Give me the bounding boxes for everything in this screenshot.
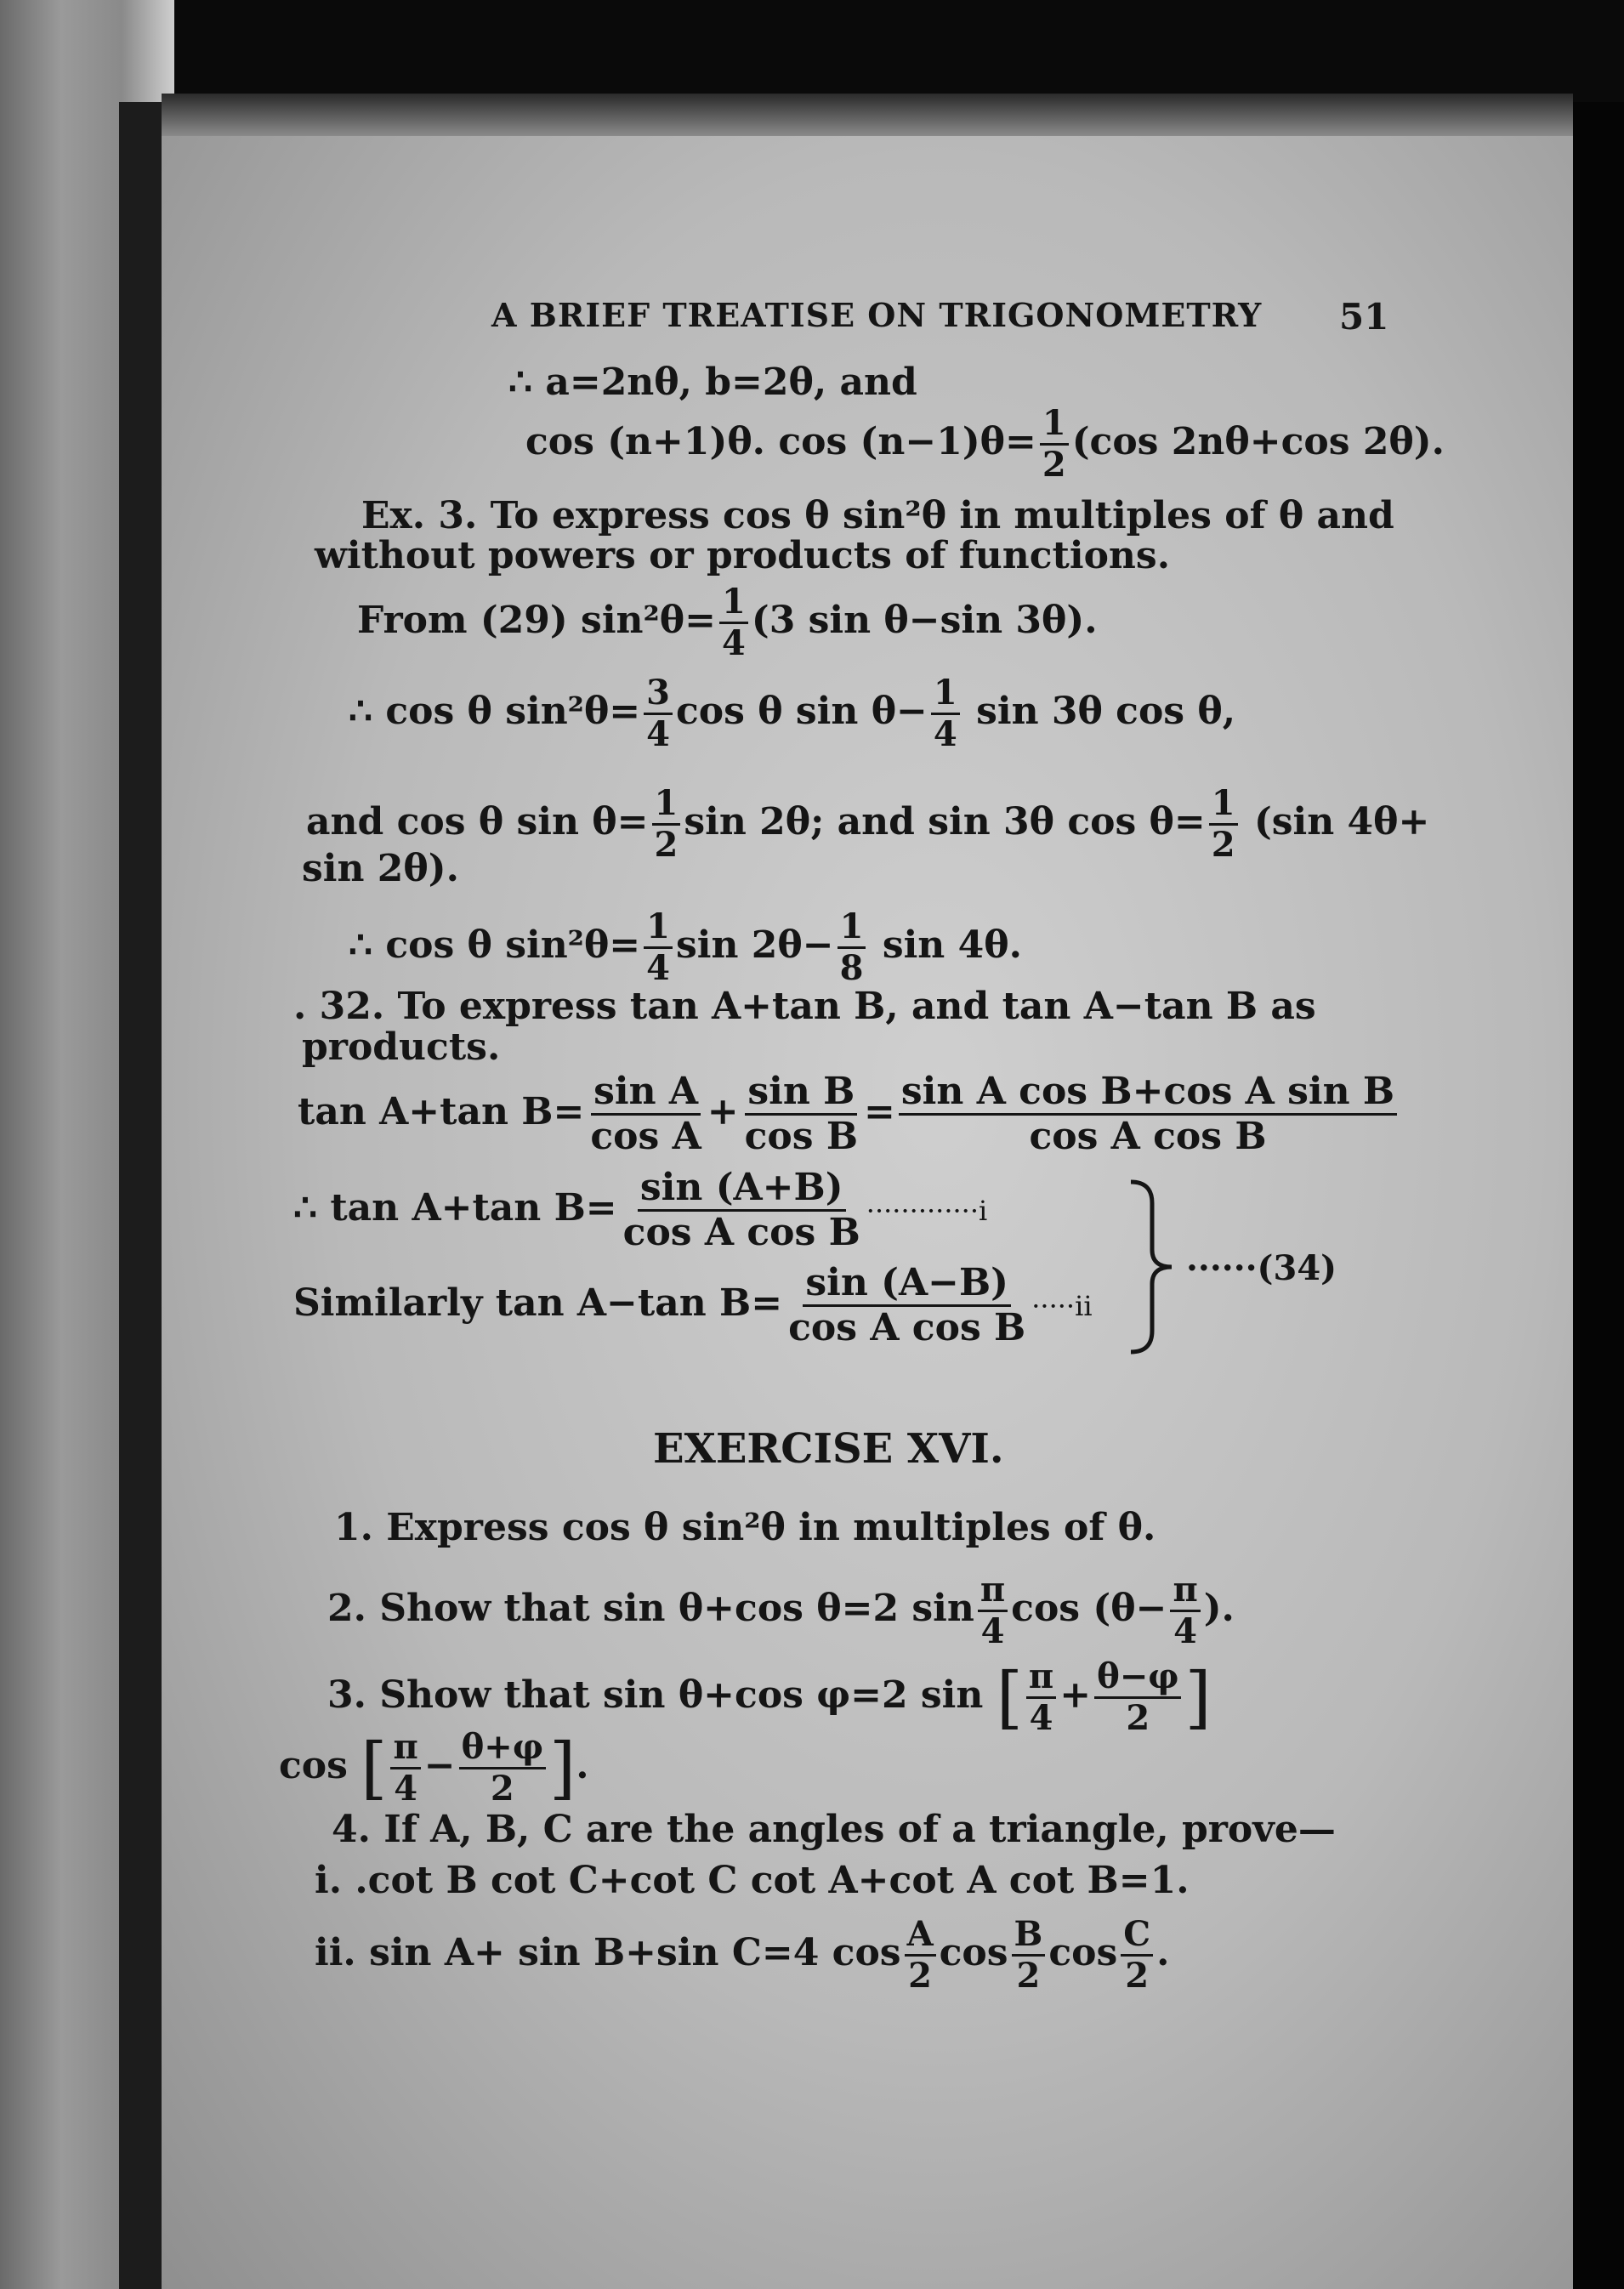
numerator: 1 (838, 910, 866, 949)
expr-right: (cos 2nθ+cos 2θ). (1071, 420, 1445, 463)
fraction-pi-4 (978, 1570, 1008, 1651)
fraction-quarter (719, 582, 748, 663)
exercise-question-3-line-1 (327, 1656, 1212, 1738)
cos-label: cos (1048, 1931, 1118, 1974)
numerator: π (390, 1730, 420, 1769)
denominator: 2 (1016, 1956, 1041, 1996)
expr-right: (3 sin θ−sin 3θ). (751, 599, 1098, 642)
fraction-eighth (838, 906, 866, 988)
fraction-half (1040, 403, 1069, 485)
expr-left: From (29) sin²θ= (357, 599, 717, 642)
plus-sign: + (1059, 1673, 1092, 1717)
line-tan-difference-result (293, 1261, 1093, 1349)
line-therefore-a-b: ∴ a=2nθ, b=2θ, and (508, 361, 917, 404)
expr-left: ∴ tan A+tan B= (293, 1186, 617, 1230)
expr-left: tan A+tan B= (298, 1090, 585, 1133)
fraction-theta-plus-phi (459, 1727, 546, 1809)
expr-middle: sin 2θ; and sin 3θ cos θ= (684, 800, 1206, 843)
right-brace (1122, 1178, 1182, 1356)
fraction-sinB-cosB (742, 1070, 860, 1158)
numerator: B (1012, 1917, 1046, 1957)
example-3-line-2: without powers or products of functions. (315, 534, 1171, 577)
plus-sign: + (707, 1090, 739, 1133)
equals-sign: = (864, 1090, 895, 1133)
bracket-close: ] (549, 1728, 576, 1808)
fraction-three-quarters (644, 673, 673, 754)
expr-right: sin 3θ cos θ, (976, 690, 1236, 733)
denominator: cos A cos B (788, 1306, 1026, 1349)
denominator: 2 (1126, 1698, 1150, 1738)
exercise-question-1: 1. Express cos θ sin²θ in multiples of θ. (334, 1506, 1156, 1549)
denominator: 4 (646, 948, 671, 988)
numerator: sin A (591, 1073, 701, 1116)
exercise-question-4-part-ii (315, 1914, 1170, 1996)
numerator: θ+φ (459, 1730, 546, 1769)
cos-label: cos (939, 1931, 1008, 1974)
line-sin-2theta: sin 2θ). (302, 847, 459, 890)
expr-left: 3. Show that sin θ+cos φ=2 sin (327, 1673, 984, 1717)
numerator: 1 (652, 787, 681, 826)
line-cos-sin-squared-expansion (349, 673, 1236, 754)
exercise-title: EXERCISE XVI. (653, 1425, 1004, 1473)
denominator: 4 (933, 714, 957, 754)
line-result (349, 906, 1022, 988)
numerator: 3 (644, 676, 673, 715)
line-and-cos-sin (306, 783, 1430, 865)
numerator: π (1026, 1660, 1056, 1699)
equation-number-34: ······(34) (1186, 1248, 1337, 1288)
minus-sign: − (423, 1744, 456, 1787)
fraction-B-over-2 (1012, 1914, 1046, 1996)
denominator: 2 (1042, 445, 1066, 485)
numerator: 1 (1209, 787, 1238, 826)
fraction-sin-sum (621, 1166, 863, 1254)
denominator: 2 (490, 1769, 514, 1809)
cos-label: cos (279, 1744, 348, 1787)
expr-left: ∴ cos θ sin²θ= (349, 690, 641, 733)
line-tan-sum-expansion (298, 1070, 1400, 1158)
fraction-pi-4 (1026, 1656, 1056, 1738)
fraction-sin-diff (786, 1261, 1028, 1349)
fraction-pi-4 (1170, 1570, 1200, 1651)
exercise-question-2 (327, 1570, 1235, 1651)
numerator: sin B (745, 1073, 857, 1116)
exercise-question-3-line-2 (279, 1727, 589, 1809)
bracket-open: [ (361, 1728, 388, 1808)
denominator: cos B (744, 1115, 859, 1158)
numerator: sin A cos B+cos A sin B (899, 1073, 1397, 1116)
fraction-C-over-2 (1121, 1914, 1153, 1996)
denominator: 4 (1029, 1698, 1053, 1738)
expr-right: ). (1203, 1587, 1235, 1630)
denominator: 4 (980, 1611, 1005, 1651)
bracket-open: [ (996, 1657, 1023, 1737)
expr-right: (sin 4θ+ (1253, 800, 1430, 843)
expr-middle: sin 2θ− (676, 923, 834, 967)
numerator: sin (A−B) (803, 1264, 1011, 1307)
numerator: π (978, 1573, 1008, 1612)
denominator: 2 (908, 1956, 932, 1996)
expr-left: ∴ cos θ sin²θ= (349, 923, 641, 967)
period: . (576, 1744, 589, 1787)
exercise-question-4-part-i: i. .cot B cot C+cot C cot A+cot A cot B=1. (315, 1859, 1190, 1902)
numerator: 1 (719, 585, 748, 624)
section-32-line-2: products. (302, 1025, 501, 1069)
denominator: 2 (654, 825, 679, 865)
expr-left: 2. Show that sin θ+cos θ=2 sin (327, 1587, 974, 1630)
numerator: 1 (1040, 406, 1069, 446)
numerator: 1 (931, 676, 960, 715)
fraction-quarter (931, 673, 960, 754)
running-title: A BRIEF TREATISE ON TRIGONOMETRY (491, 296, 1263, 334)
denominator: 4 (646, 714, 671, 754)
fraction-half (1209, 783, 1238, 865)
label-i: ·············i (866, 1195, 988, 1227)
denominator: 4 (722, 623, 746, 663)
expr-left: Similarly tan A−tan B= (293, 1281, 783, 1325)
fraction-A-over-2 (905, 1914, 936, 1996)
denominator: 2 (1125, 1956, 1150, 1996)
expr-left: ii. sin A+ sin B+sin C=4 cos (315, 1931, 901, 1974)
fraction-combined (899, 1070, 1397, 1158)
exercise-question-4: 4. If A, B, C are the angles of a triangle, prove— (332, 1808, 1336, 1851)
bracket-close: ] (1184, 1657, 1212, 1737)
denominator: 4 (1173, 1611, 1197, 1651)
line-tan-sum-result (293, 1166, 988, 1254)
period: . (1156, 1931, 1170, 1974)
expr-middle: cos (θ− (1011, 1587, 1167, 1630)
line-product-formula (525, 403, 1445, 485)
expr-right: sin 4θ. (882, 923, 1022, 967)
denominator: cos A cos B (622, 1211, 860, 1254)
label-ii: ·····ii (1031, 1290, 1093, 1322)
page-number: 51 (1339, 296, 1389, 338)
page-top-shadow (162, 94, 1573, 136)
denominator: cos A cos B (1029, 1115, 1267, 1158)
numerator: A (905, 1917, 936, 1957)
fraction-quarter (644, 906, 673, 988)
numerator: sin (A+B) (638, 1169, 846, 1212)
numerator: 1 (644, 910, 673, 949)
denominator: cos A (590, 1115, 701, 1158)
expr-left: cos (n+1)θ. cos (n−1)θ= (525, 420, 1036, 463)
numerator: C (1121, 1917, 1153, 1957)
section-32-line-1: . 32. To express tan A+tan B, and tan A−tan B as (293, 985, 1316, 1028)
expr-left: and cos θ sin θ= (306, 800, 649, 843)
expr-middle: cos θ sin θ− (676, 690, 928, 733)
numerator: π (1170, 1573, 1200, 1612)
fraction-theta-minus-phi (1094, 1656, 1181, 1738)
fraction-sinA-cosA (588, 1070, 703, 1158)
denominator: 8 (839, 948, 864, 988)
denominator: 4 (394, 1769, 418, 1809)
numerator: θ−φ (1094, 1660, 1181, 1699)
denominator: 2 (1211, 825, 1235, 865)
fraction-pi-4 (390, 1727, 420, 1809)
fraction-half (652, 783, 681, 865)
line-from-29 (357, 582, 1098, 663)
example-3-line-1: Ex. 3. To express cos θ sin²θ in multiples of θ and (361, 494, 1394, 537)
scan-margin-right (1573, 102, 1624, 2289)
